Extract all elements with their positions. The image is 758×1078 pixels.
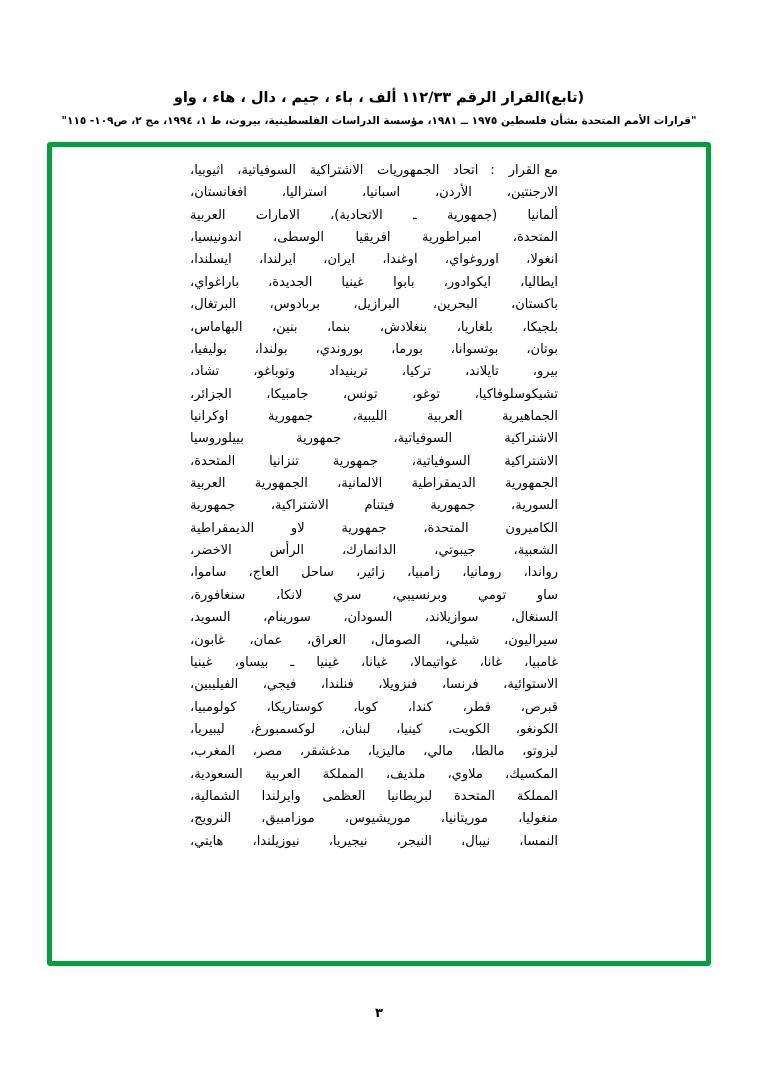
body-line: بوتان، بوتسوانا، بورما، بوروندي، بولندا، بوليفيا،	[190, 341, 558, 357]
body-line: الكاميرون المتحدة، جمهورية لاو الديمقراطية	[190, 520, 558, 536]
body-line: سيراليون، شيلي، الصومال، العراق، عمان، غابون،	[190, 632, 558, 648]
body-line: بلجيكا، بلغاريا، بنغلادش، بنما، بنين، البهاماس،	[190, 319, 558, 335]
body-line: تشيكوسلوفاكيا، توغو، تونس، جامبيكا، الجزائر،	[190, 386, 558, 402]
body-line: الكونغو، الكويت، كينيا، لبنان، لوكسمبورغ، ليبيريا،	[190, 721, 558, 737]
lead-row	[190, 160, 558, 182]
body-line: النمسا، نيبال، النيجر، نيجيريا، نيوزيلندا، هايتي،	[190, 833, 558, 849]
page-number: ٣	[375, 1006, 383, 1021]
body-lines	[190, 182, 558, 853]
body-line: الاشتراكية السوفياتية، جمهورية بييلوروسيا	[190, 431, 558, 447]
body-line: قبرص، قطر، كندا، كوبا، كوستاريكا، كولومبيا،	[190, 699, 558, 715]
body-line: الشعبية، جيبوتي، الدانمارك، الرأس الاخضر،	[190, 543, 558, 559]
body-line: منغوليا، موريتانيا، موريشيوس، موزامبيق، النرويج،	[190, 811, 558, 827]
body-line: الارجنتين، الأردن، اسبانيا، استراليا، افغانستان،	[190, 185, 558, 201]
document-title: (تابع)القرار الرقم ١١٢/٣٣ ألف ، باء ، جيم ، دال ، هاء ، واو	[173, 90, 585, 106]
body-line: رواندا، رومانيا، زامبيا، زائير، ساحل العاج، ساموا،	[190, 565, 558, 581]
body-line: السنغال، سوازيلاند، السودان، سورينام، السويد،	[190, 610, 558, 626]
body-line: ساو تومي وبرنسيبي، سري لانكا، سنغافورة،	[190, 587, 558, 603]
body-line: انغولا، اوروغواي، اوغندا، ايران، ايرلندا، ايسلندا،	[190, 252, 558, 268]
document-source-citation: "قرارات الأمم المتحدة بشأن فلسطين ١٩٧٥ ــ ١٩٨١، مؤسسة الدراسات الفلسطينية، بيروت، ط ١، ١٩٩٤، مج ٢، ص١٠٩- ١١٥"	[61, 114, 697, 127]
body-line: السورية، جمهورية فيتنام الاشتراكية، جمهورية	[190, 498, 558, 514]
lead-colon: :	[490, 163, 495, 178]
body-line: ألمانيا (جمهورية ـ الاتحادية)، الامارات العربية	[190, 207, 558, 223]
body-line: الاشتراكية السوفياتية، جمهورية تنزانيا المتحدة،	[190, 453, 558, 469]
document-body	[0, 160, 758, 853]
body-line: ايطاليا، ايكوادور، بابوا غينيا الجديدة، باراغواي،	[190, 274, 558, 290]
body-line: الجمهورية الديمقراطية الالمانية، الجمهورية العربية	[190, 476, 558, 492]
body-line: الجماهيرية العربية الليبية، جمهورية اوكرانيا	[190, 408, 558, 424]
body-line: غامبيا، غانا، غواتيمالا، غيانا، غينيا ـ بيساو، غينيا	[190, 654, 558, 670]
lead-label: مع القرار	[508, 163, 558, 178]
body-line: المتحدة، امبراطورية افريقيا الوسطى، اندونيسيا،	[190, 230, 558, 246]
body-line: اتحاد الجمهوريات الاشتراكية السوفياتية، اثيوبيا،	[190, 163, 479, 178]
body-line: الاستوائية، فرنسا، فنزويلا، فنلندا، فيجي، الفيليبين،	[190, 677, 558, 693]
body-line: باكستان، البحرين، البرازيل، بربادوس، البرتغال،	[190, 297, 558, 313]
body-line: المملكة المتحدة لبريطانيا العظمى وايرلندا الشمالية،	[190, 789, 558, 805]
page-header	[0, 88, 758, 130]
body-line: المكسيك، ملاوي، ملديف، المملكة العربية السعودية،	[190, 766, 558, 782]
body-line: ليزوتو، مالطا، مالي، ماليزيا، مدغشقر، مصر، المغرب،	[190, 744, 558, 760]
body-line: بيرو، تايلاند، تركيا، ترينيداد وتوباغو، تشاد،	[190, 364, 558, 380]
